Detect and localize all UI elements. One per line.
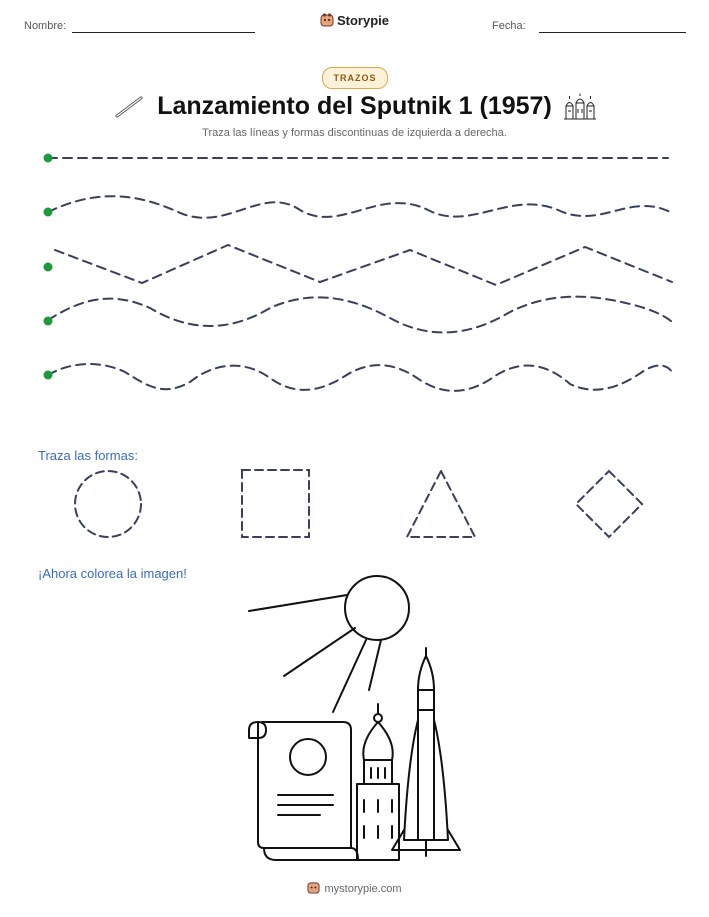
shapes-section-label: Traza las formas: bbox=[38, 448, 138, 463]
trace-line-zigzag[interactable] bbox=[55, 245, 672, 285]
trace-shape-diamond[interactable] bbox=[576, 471, 642, 537]
trace-shape-triangle[interactable] bbox=[407, 471, 475, 537]
instructions: Traza las líneas y formas discontinuas de izquierda a derecha. bbox=[202, 127, 507, 139]
trace-line-wave-2[interactable] bbox=[48, 297, 672, 333]
category-badge: TRAZOS bbox=[322, 67, 388, 89]
brand-name: Storypie bbox=[336, 13, 389, 28]
document-scroll bbox=[249, 722, 358, 860]
start-dot bbox=[44, 154, 53, 163]
name-label: Nombre: bbox=[24, 20, 67, 32]
footer-site[interactable]: mystorypie.com bbox=[324, 883, 402, 895]
name-field[interactable] bbox=[72, 32, 255, 33]
trace-line-wave-3[interactable] bbox=[48, 364, 672, 391]
start-dot bbox=[44, 371, 53, 380]
color-section-label: ¡Ahora colorea la imagen! bbox=[38, 566, 187, 581]
start-dot bbox=[44, 263, 53, 272]
sputnik-satellite bbox=[249, 576, 409, 712]
kremlin-icon bbox=[563, 93, 597, 121]
date-field[interactable] bbox=[539, 32, 686, 33]
page-title: Lanzamiento del Sputnik 1 (1957) bbox=[157, 92, 552, 120]
coloring-image bbox=[249, 576, 460, 860]
rocket bbox=[392, 648, 460, 856]
date-label: Fecha: bbox=[492, 20, 526, 32]
footer bbox=[0, 881, 709, 895]
storypie-logo-icon bbox=[307, 881, 320, 894]
trace-shape-circle[interactable] bbox=[75, 471, 141, 537]
start-dot bbox=[44, 208, 53, 217]
start-dot bbox=[44, 317, 53, 326]
trace-line-wave-1[interactable] bbox=[48, 196, 670, 218]
kremlin-tower bbox=[357, 704, 399, 860]
trace-shape-square[interactable] bbox=[242, 470, 309, 537]
storypie-logo-icon bbox=[320, 13, 334, 27]
brand bbox=[0, 13, 709, 28]
